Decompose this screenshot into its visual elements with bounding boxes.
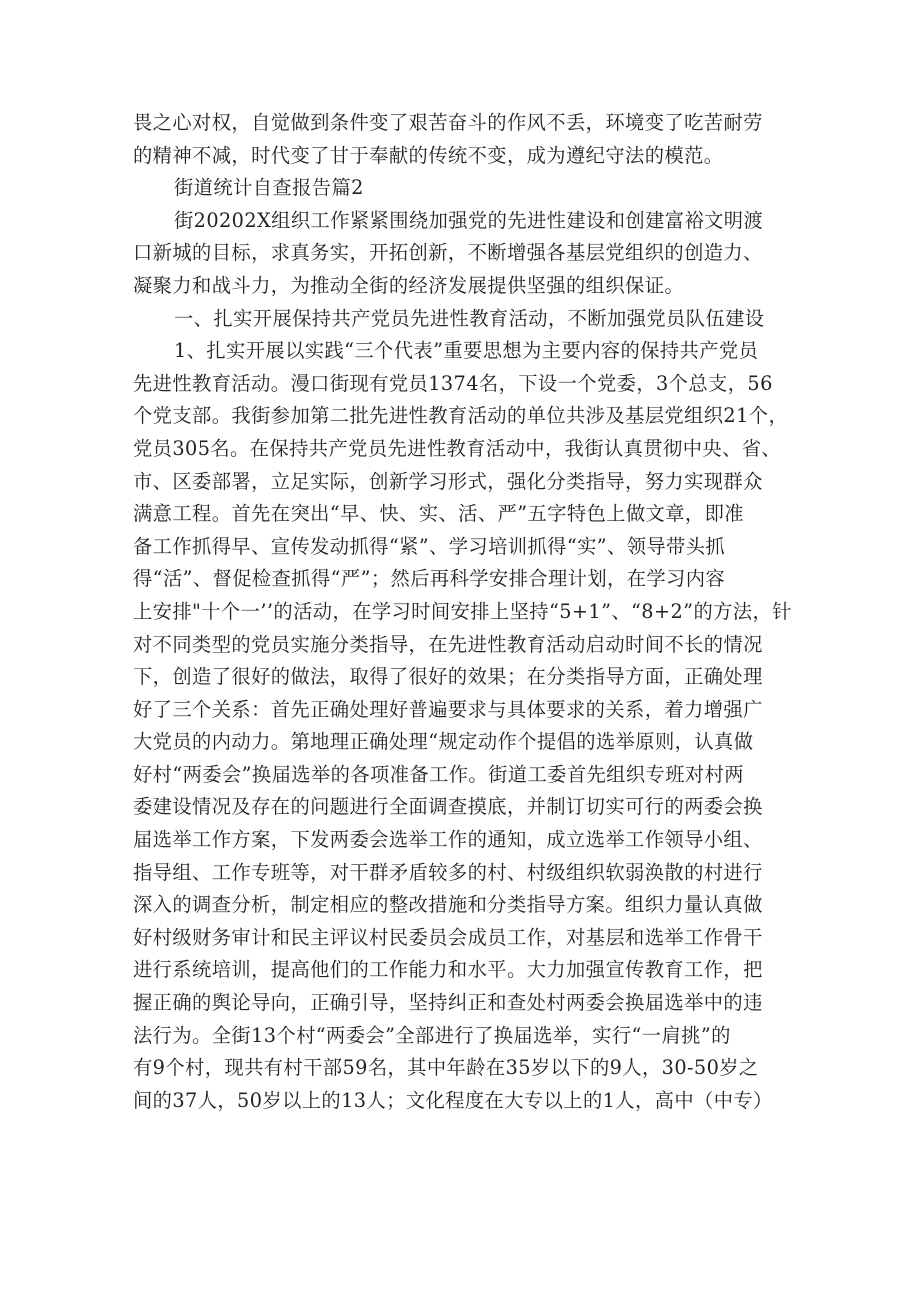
text-line-27: 进行系统培训，提高他们的工作能力和水平。大力加强宣传教育工作，把: [133, 958, 763, 982]
text-line-21: 好村“两委会”换届选举的各项准备工作。街道工委首先组织专班对村两: [133, 762, 744, 786]
subsection-heading: 一、扎实开展保持共产党员先进性教育活动，不断加强党员队伍建设: [174, 306, 765, 330]
text-line-24: 指导组、工作专班等，对干群矛盾较多的村、村级组织软弱涣散的村进行: [133, 860, 763, 884]
text-line-10: 个党支部。我街参加第二批先进性教育活动的单位共涉及基层党组织21个，: [133, 404, 789, 428]
text-line-11: 党员305名。在保持共产党员先进性教育活动中，我街认真贯彻中央、省、: [133, 436, 782, 460]
text-line-28: 握正确的舆论导向，正确引导，坚持纠正和查处村两委会换届选举中的违: [133, 991, 763, 1015]
text-line-25: 深入的调查分析，制定相应的整改措施和分类指导方案。组织力量认真做: [133, 893, 763, 917]
text-line-31: 间的37人，50岁以上的13人；文化程度在大专以上的1人，高中（中专）: [133, 1088, 773, 1112]
text-line-13: 满意工程。首先在突出“早、快、实、活、严”五字特色上做文章，即准: [133, 502, 744, 526]
text-line-26: 好村级财务审计和民主评议村民委员会成员工作，对基层和选举工作骨干: [133, 925, 763, 949]
text-line-16: 上安排"十个一’’的活动，在学习时间安排上坚持“5+1”、“8+2”的方法，针: [133, 599, 792, 623]
text-line-5: 口新城的目标，求真务实，开拓创新，不断增强各基层党组织的创造力、: [133, 241, 763, 265]
text-line-15: 得“活”、督促检查抓得“严”；然后再科学安排合理计划，在学习内容: [133, 567, 726, 591]
text-line-2: 的精神不减，时代变了甘于奉献的传统不变，成为遵纪守法的模范。: [133, 143, 724, 167]
text-line-9: 先进性教育活动。漫口街现有党员1374名，下设一个党委，3个总支，56: [133, 371, 773, 395]
text-line-1: 畏之心对权，自觉做到条件变了艰苦奋斗的作风不丢，环境变了吃苦耐劳: [133, 111, 763, 134]
text-line-20: 大党员的内动力。第地理正确处理“规定动作个提倡的选举原则，认真做: [133, 730, 754, 754]
text-line-12: 市、区委部署，立足实际，创新学习形式，强化分类指导，努力实现群众: [133, 469, 763, 493]
text-line-17: 对不同类型的党员实施分类指导，在先进性教育活动启动时间不长的情况: [133, 632, 763, 656]
text-line-14: 备工作抓得早、宣传发动抓得“紧”、学习培训抓得“实”、领导带头抓: [133, 534, 726, 558]
paragraph-start: 1、扎实开展以实践“三个代表”重要思想为主要内容的保持共产党员: [174, 339, 759, 363]
text-line-23: 届选举工作方案，下发两委会选举工作的通知，成立选举工作领导小组、: [133, 828, 763, 852]
text-line-29: 法行为。全街13个村“两委会”全部进行了换届选举，实行“一肩挑”的: [133, 1023, 731, 1047]
text-line-19: 好了三个关系：首先正确处理好普遍要求与具体要求的关系，着力增强广: [133, 697, 763, 721]
section-heading: 街道统计自查报告篇2: [174, 176, 364, 200]
text-line-30: 有9个村，现共有村干部59名，其中年龄在35岁以下的9人，30-50岁之: [133, 1056, 759, 1080]
text-line-22: 委建设情况及存在的问题进行全面调查摸底，并制订切实可行的两委会换: [133, 795, 763, 819]
text-line-18: 下，创造了很好的做法，取得了很好的效果；在分类指导方面，正确处理: [133, 665, 763, 689]
text-line-6: 凝聚力和战斗力，为推动全街的经济发展提供坚强的组织保证。: [133, 273, 685, 297]
paragraph-start: 街20202X组织工作紧紧围绕加强党的先进性建设和创建富裕文明渡: [174, 208, 764, 232]
